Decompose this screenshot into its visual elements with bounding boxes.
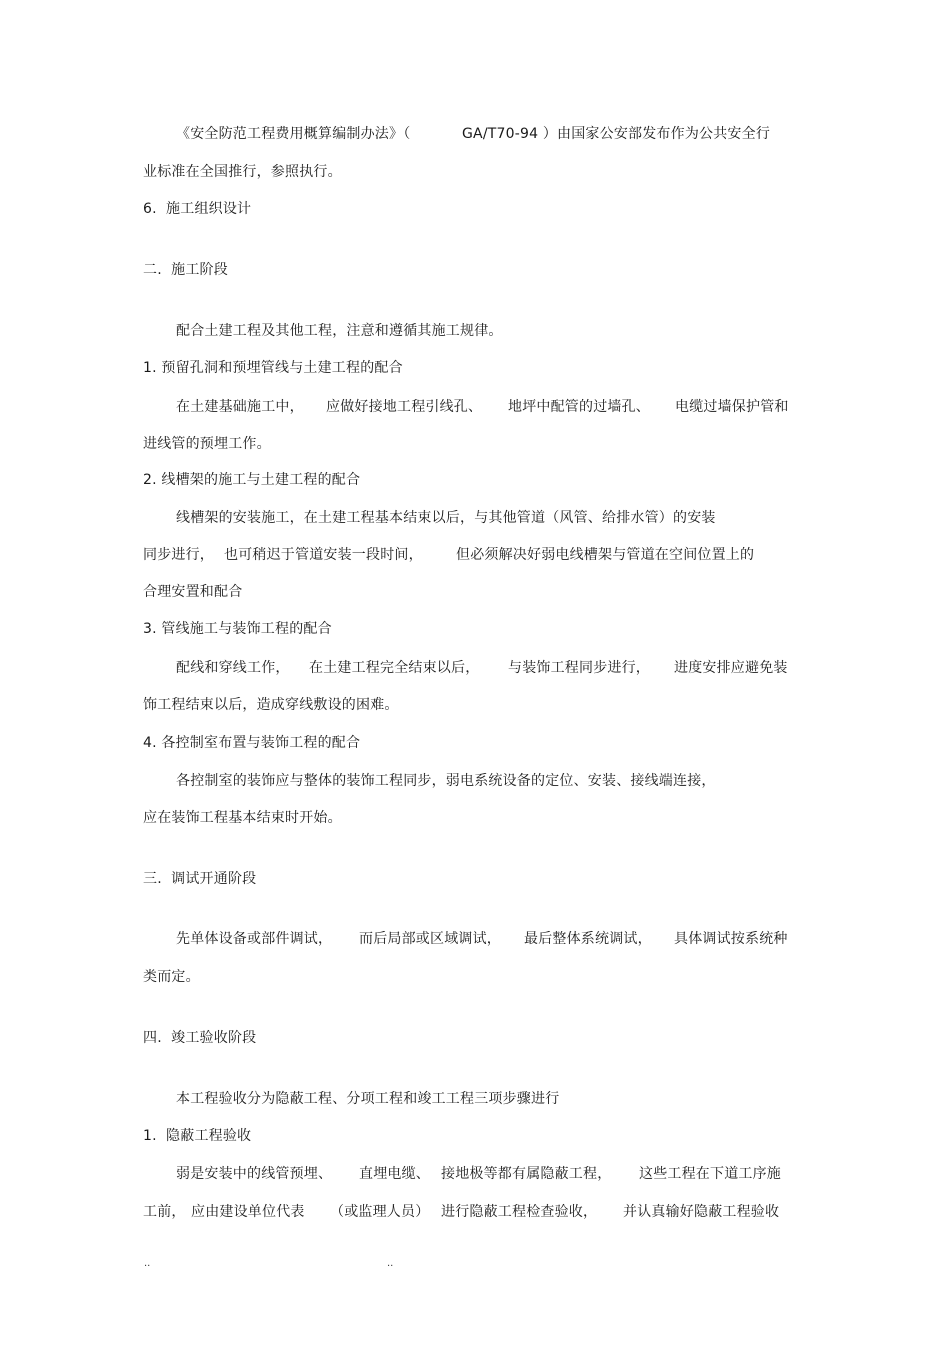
section-2-intro: 配合土建工程及其他工程，注意和遵循其施工规律。 [176, 323, 503, 339]
s3-part-d: 具体调试按系统种 [674, 931, 788, 947]
s4-1-part-d: 这些工程在下道工序施 [639, 1166, 781, 1182]
s2-1-part-d: 电缆过墙保护管和 [675, 399, 789, 415]
intro-line-1-part-a: 《安全防范工程费用概算编制办法》（ [176, 126, 411, 142]
s4-1b-part-a: 工前， [143, 1204, 186, 1220]
section-2-item-2-para-line-2 [143, 545, 783, 565]
section-2-item-2-title: 2. 线槽架的施工与土建工程的配合 [143, 472, 361, 488]
s4-1b-part-d: 进行隐蔽工程检查验收， [441, 1204, 598, 1220]
section-3-para-line-2: 类而定。 [143, 969, 200, 985]
section-4-intro: 本工程验收分为隐蔽工程、分项工程和竣工工程三项步骤进行 [176, 1091, 560, 1107]
s4-1b-part-c: （或监理人员） [330, 1204, 430, 1220]
footer-dots-left: .. [144, 1258, 151, 1269]
s3-part-c: 最后整体系统调试， [524, 931, 652, 947]
s3-part-a: 先单体设备或部件调试， [176, 931, 333, 947]
s4-1-part-c: 接地极等都有属隐蔽工程， [441, 1166, 612, 1182]
section-2-item-1-title: 1. 预留孔洞和预埋管线与土建工程的配合 [143, 360, 403, 376]
section-2-item-3-title: 3. 管线施工与装饰工程的配合 [143, 621, 332, 637]
section-3-heading: 三. 调试开通阶段 [143, 871, 257, 887]
section-2-item-4-para-line-2: 应在装饰工程基本结束时开始。 [143, 810, 342, 826]
section-2-item-4-title: 4. 各控制室布置与装饰工程的配合 [143, 735, 361, 751]
s2-2-part-c: 但必须解决好弱电线槽架与管道在空间位置上的 [456, 547, 755, 563]
intro-line-1-part-b: GA/T70-94 ）由国家公安部发布作为公共安全行 [462, 126, 771, 142]
section-2-item-1-para-line-1 [176, 397, 796, 417]
s2-1-part-a: 在土建基础施工中， [176, 399, 304, 415]
s2-1-part-b: 应做好接地工程引线孔、 [326, 399, 483, 415]
section-4-heading: 四. 竣工验收阶段 [143, 1030, 257, 1046]
section-4-item-1-title: 1. 隐蔽工程验收 [143, 1128, 252, 1144]
section-4-item-1-para-line-1 [176, 1164, 796, 1184]
s2-3-part-a: 配线和穿线工作， [176, 660, 290, 676]
s2-2-part-b: 也可稍迟于管道安装一段时间， [224, 547, 423, 563]
section-2-heading: 二. 施工阶段 [143, 262, 228, 278]
section-2-item-1-para-line-2: 进线管的预埋工作。 [143, 436, 271, 452]
s4-1b-part-b: 应由建设单位代表 [191, 1204, 305, 1220]
s4-1b-part-e: 并认真输好隐蔽工程验收 [623, 1204, 780, 1220]
section-2-item-3-para-line-2: 饰工程结束以后，造成穿线敷设的困难。 [143, 697, 399, 713]
s4-1-part-a: 弱是安装中的线管预埋、 [176, 1166, 333, 1182]
s4-1-part-b: 直埋电缆、 [359, 1166, 430, 1182]
section-2-item-4-para-line-1: 各控制室的装饰应与整体的装饰工程同步，弱电系统设备的定位、安装、接线端连接， [176, 773, 716, 789]
intro-line-1 [176, 124, 796, 144]
section-2-item-2-para-line-3: 合理安置和配合 [143, 584, 243, 600]
footer-dots-right: .. [387, 1258, 394, 1269]
s3-part-b: 而后局部或区域调试， [359, 931, 501, 947]
section-2-item-3-para-line-1 [176, 658, 796, 678]
s2-2-part-a: 同步进行， [143, 547, 214, 563]
s2-3-part-c: 与装饰工程同步进行， [508, 660, 650, 676]
s2-3-part-b: 在土建工程完全结束以后， [309, 660, 480, 676]
s2-1-part-c: 地坪中配管的过墙孔、 [508, 399, 650, 415]
item-6-heading: 6. 施工组织设计 [143, 201, 252, 217]
intro-line-2: 业标准在全国推行，参照执行。 [143, 164, 342, 180]
s2-3-part-d: 进度安排应避免装 [674, 660, 788, 676]
section-4-item-1-para-line-2 [143, 1202, 793, 1222]
section-3-para-line-1 [176, 929, 796, 949]
section-2-item-2-para-line-1: 线槽架的安装施工，在土建工程基本结束以后，与其他管道（风管、给排水管）的安装 [176, 510, 716, 526]
